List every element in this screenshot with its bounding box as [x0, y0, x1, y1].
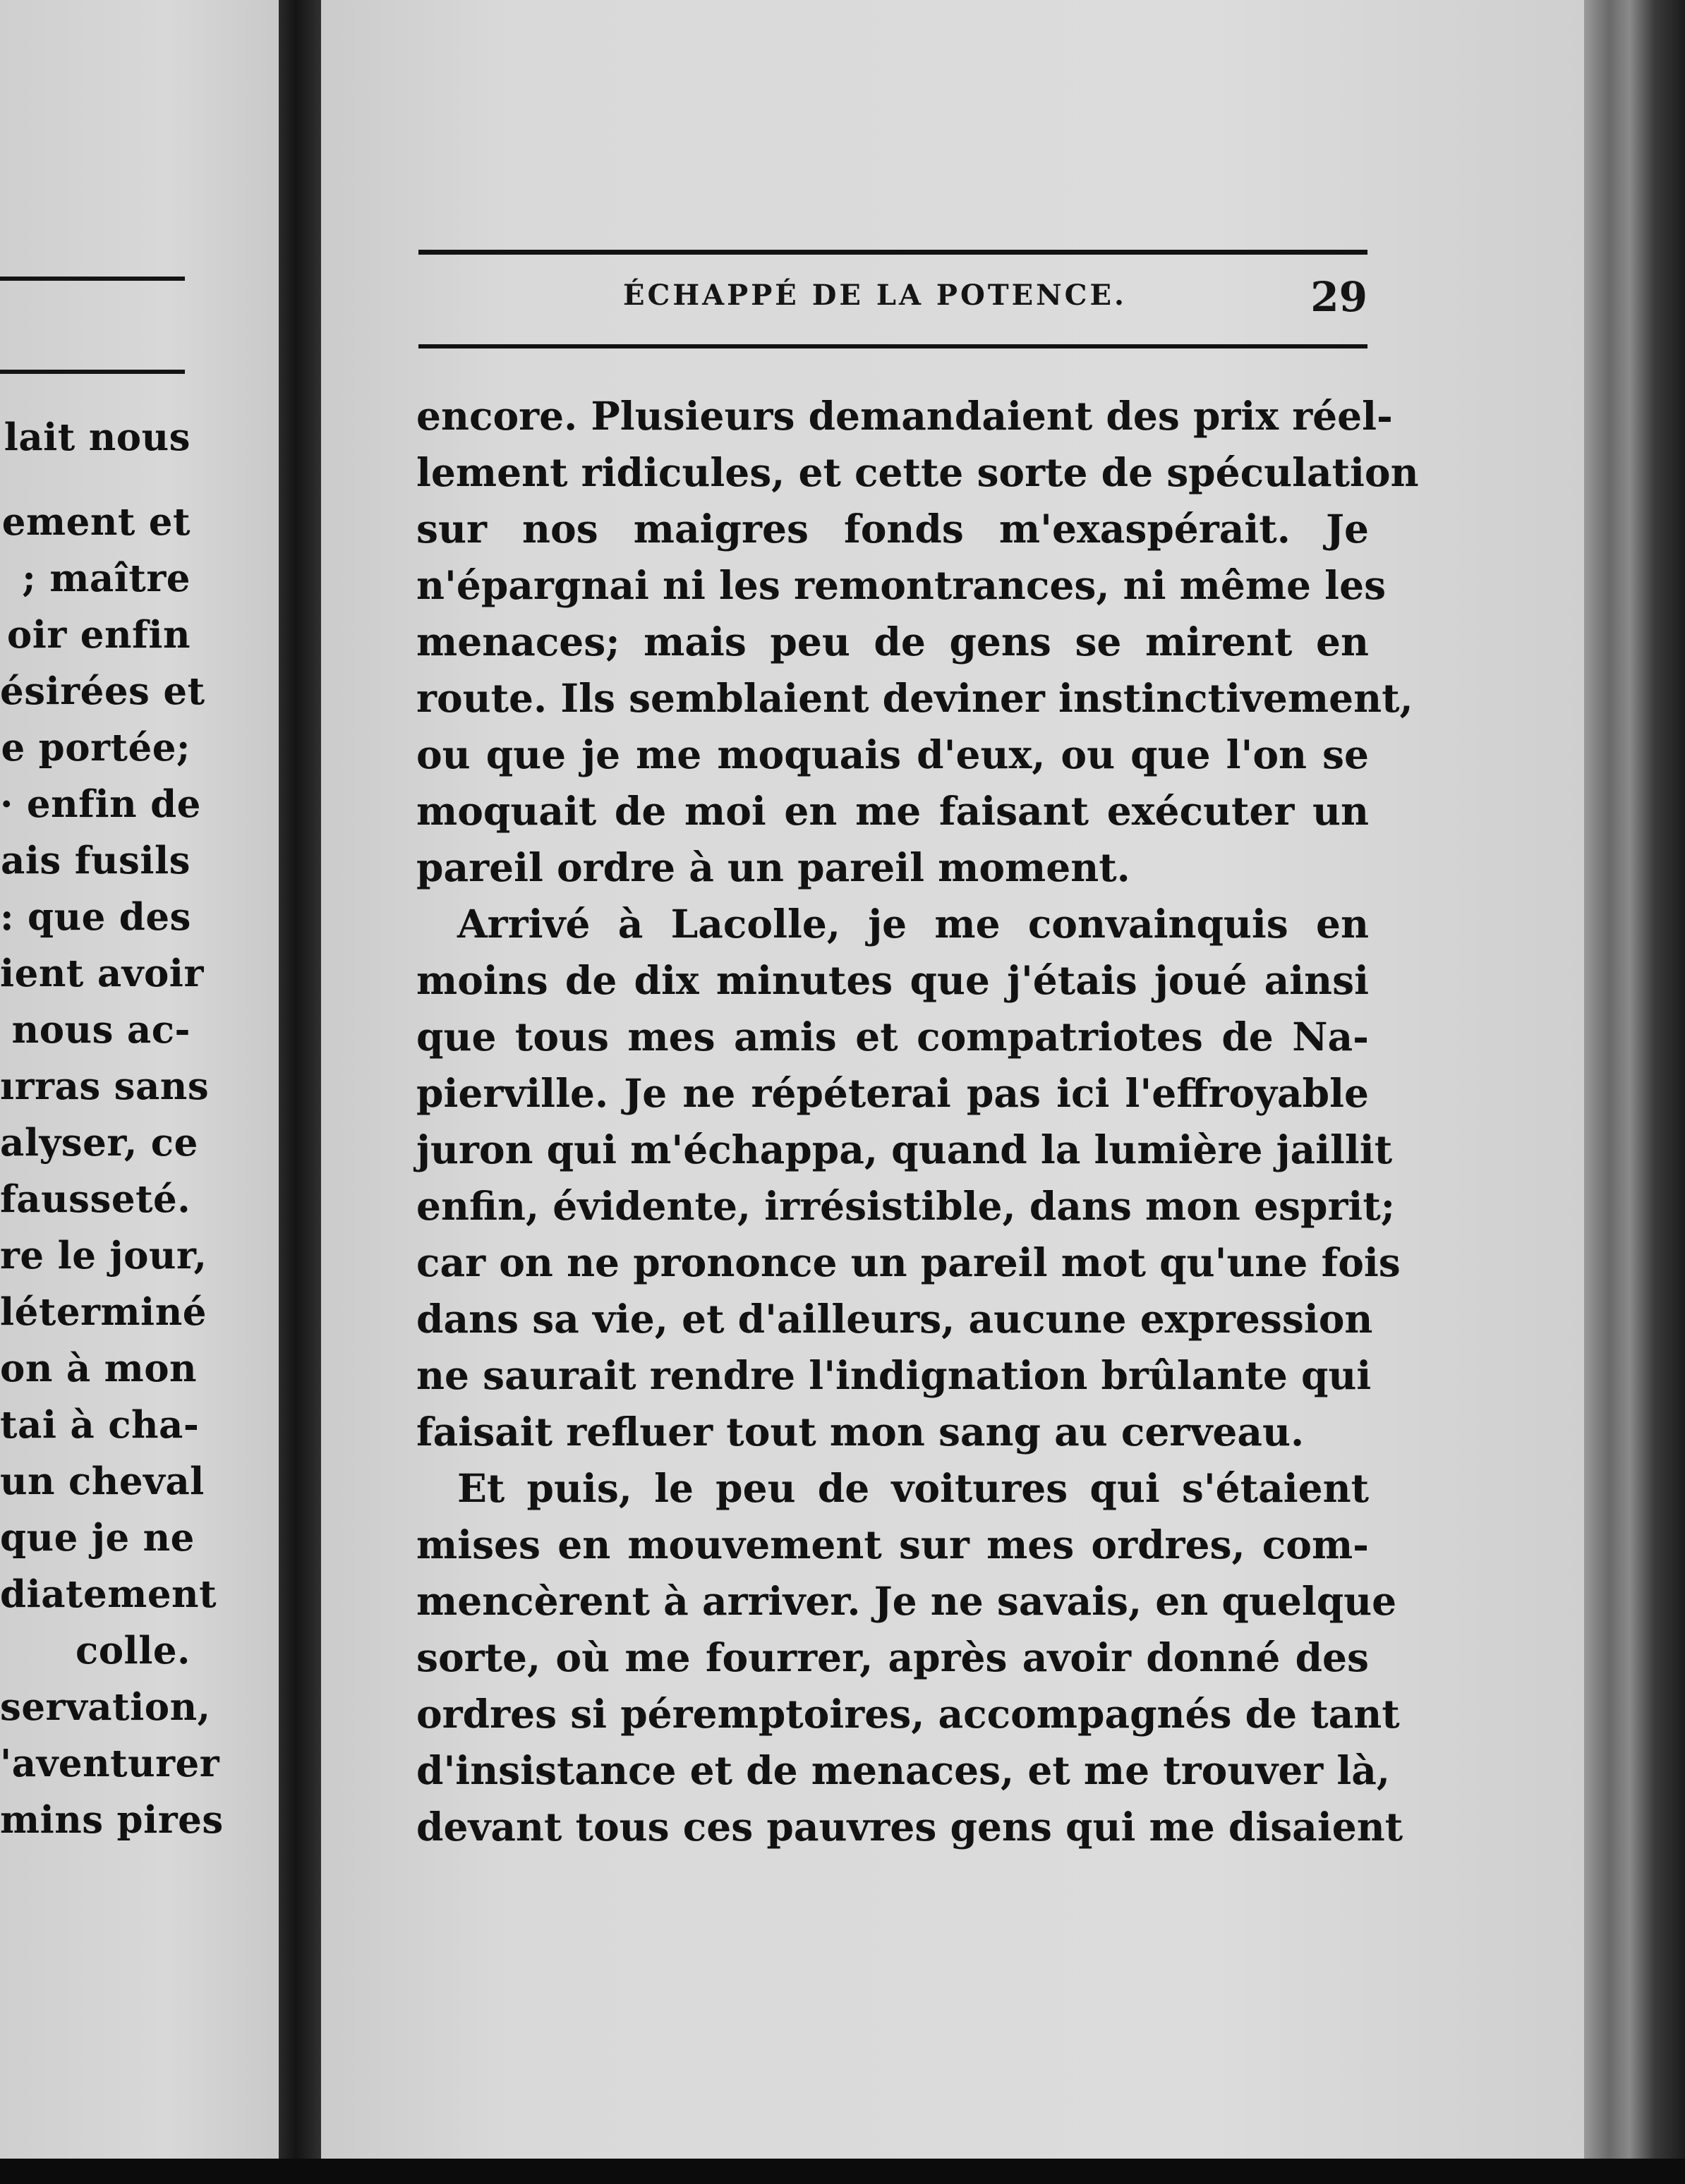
body-text — [416, 388, 1419, 1855]
left-fragment-gap — [0, 466, 279, 494]
text-line: lement ridicules, et cette sorte de spéculation — [416, 449, 1419, 495]
header-rule-top — [418, 250, 1367, 255]
left-fragment: tai à cha- — [0, 1403, 200, 1447]
text-line: sorte, où me fourrer, après avoir donné des — [416, 1634, 1369, 1680]
text-line: Arrivé à Lacolle, je me convainquis en — [457, 901, 1369, 947]
left-fragment: nous ac- — [11, 1008, 191, 1052]
left-fragment: ırras sans — [0, 1064, 210, 1108]
left-fragment: ais fusils — [0, 839, 191, 882]
left-fragment: mins pires — [0, 1798, 224, 1842]
left-fragment: un cheval — [0, 1460, 205, 1503]
text-line: ou que je me moquais d'eux, ou que l'on se — [416, 732, 1369, 777]
running-title: ÉCHAPPÉ DE LA POTENCE. — [623, 279, 1127, 312]
text-line: ne saurait rendre l'indignation brûlante qui — [416, 1352, 1372, 1398]
left-fragment: que je ne — [0, 1516, 195, 1560]
text-line: car on ne prononce un pareil mot qu'une fois — [416, 1239, 1401, 1285]
text-line: devant tous ces pauvres gens qui me disaient — [416, 1804, 1403, 1850]
left-fragment: servation, — [0, 1685, 211, 1729]
page-number: 29 — [1310, 273, 1367, 321]
text-line: pareil ordre à un pareil moment. — [416, 844, 1130, 890]
left-fragment: e portée; — [1, 726, 191, 770]
left-fragment: ésirées et — [0, 669, 205, 713]
text-line: ordres si péremptoires, accompagnés de tant — [416, 1691, 1400, 1737]
left-fragment: ; maître — [22, 557, 191, 600]
left-fragment: 'aventurer — [0, 1742, 220, 1785]
scan-bottom-border — [0, 2159, 1685, 2184]
text-line: enfin, évidente, irrésistible, dans mon esprit; — [416, 1183, 1396, 1229]
text-line: moins de dix minutes que j'étais joué ainsi — [416, 957, 1369, 1003]
text-line: menaces; mais peu de gens se mirent en — [416, 619, 1369, 665]
left-fragment: re le jour, — [0, 1234, 207, 1278]
running-head — [418, 273, 1367, 321]
left-fragment: diatement — [0, 1572, 217, 1616]
text-line: encore. Plusieurs demandaient des prix réel- — [416, 393, 1393, 439]
left-page-text-fragments — [0, 409, 279, 1848]
text-line: route. Ils semblaient deviner instinctivement, — [416, 675, 1413, 721]
text-line: moquait de moi en me faisant exécuter un — [416, 788, 1369, 834]
left-fragment: colle. — [75, 1629, 191, 1673]
text-line: n'épargnai ni les remontrances, ni même les — [416, 562, 1387, 608]
text-line: mencèrent à arriver. Je ne savais, en quelque — [416, 1578, 1397, 1624]
text-line: pierville. Je ne répéterai pas ici l'effroyable — [416, 1070, 1369, 1116]
left-fragment: ement et — [1, 500, 191, 544]
left-page — [0, 0, 279, 2159]
left-fragment: oir enfin — [6, 613, 191, 657]
left-page-rule-top — [0, 277, 185, 281]
left-fragment: · enfin de — [0, 782, 201, 826]
left-fragment: fausseté. — [0, 1177, 191, 1221]
left-fragment: ient avoir — [0, 952, 204, 995]
left-fragment: léterminé — [0, 1290, 207, 1334]
text-line: Et puis, le peu de voitures qui s'étaient — [457, 1465, 1369, 1511]
left-fragment: : que des — [0, 895, 191, 939]
header-rule-bottom — [418, 344, 1367, 348]
left-fragment: lait nous — [4, 415, 191, 459]
text-line: d'insistance et de menaces, et me trouver là, — [416, 1747, 1391, 1793]
left-fragment: on à mon — [0, 1347, 198, 1390]
text-line: juron qui m'échappa, quand la lumière jaillit — [416, 1127, 1393, 1172]
text-line: dans sa vie, et d'ailleurs, aucune expression — [416, 1296, 1373, 1342]
text-line: mises en mouvement sur mes ordres, com- — [416, 1522, 1369, 1567]
text-line: faisait refluer tout mon sang au cerveau. — [416, 1409, 1305, 1455]
text-line: sur nos maigres fonds m'exaspérait. Je — [416, 506, 1369, 552]
text-line: que tous mes amis et compatriotes de Na- — [416, 1014, 1369, 1060]
book-gutter — [279, 0, 321, 2159]
left-fragment: alyser, ce — [0, 1121, 198, 1165]
page-edge — [1584, 0, 1685, 2159]
left-page-rule-bottom — [0, 370, 185, 374]
